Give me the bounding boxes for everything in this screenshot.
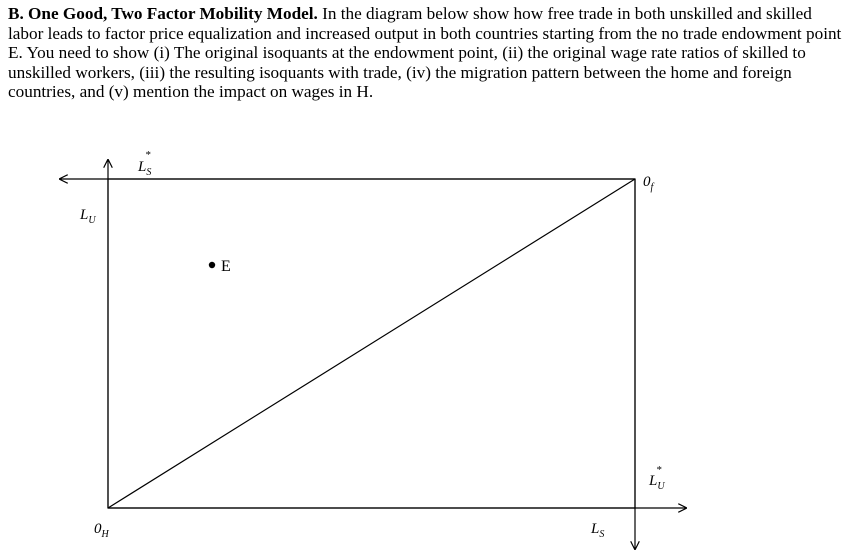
question-body: In the diagram below show how free trade in both unskilled and skilled labor leads to factor price equalization and increased output in both countries starting from the no trade endowment point E. You need to show (i) The original isoquants at the endowment point, (ii) the original wage rate ratios of skilled to unskilled workers, (iii) the resulting isoquants with trade, (iv) the migration pattern between the home and foreign countries, and (v) mention the impact on wages in H. [8,4,842,102]
origin-foreign-label: $0_f$ [643,174,654,193]
foreign-lu-star: * [656,464,662,476]
origin-home-label: $0_H$ [94,521,109,540]
foreign-lu-label: $L_U$ [649,473,665,492]
home-lu-label: $L_U$ [80,207,96,226]
endowment-label: E [221,258,231,275]
foreign-ls-label: $L_S$ [138,159,152,178]
home-ls-label: $L_S$ [591,521,605,540]
contract-curve-diagonal [108,179,635,508]
endowment-point [209,262,215,268]
foreign-ls-star: * [145,149,151,161]
question-heading: B. One Good, Two Factor Mobility Model. [8,4,318,23]
